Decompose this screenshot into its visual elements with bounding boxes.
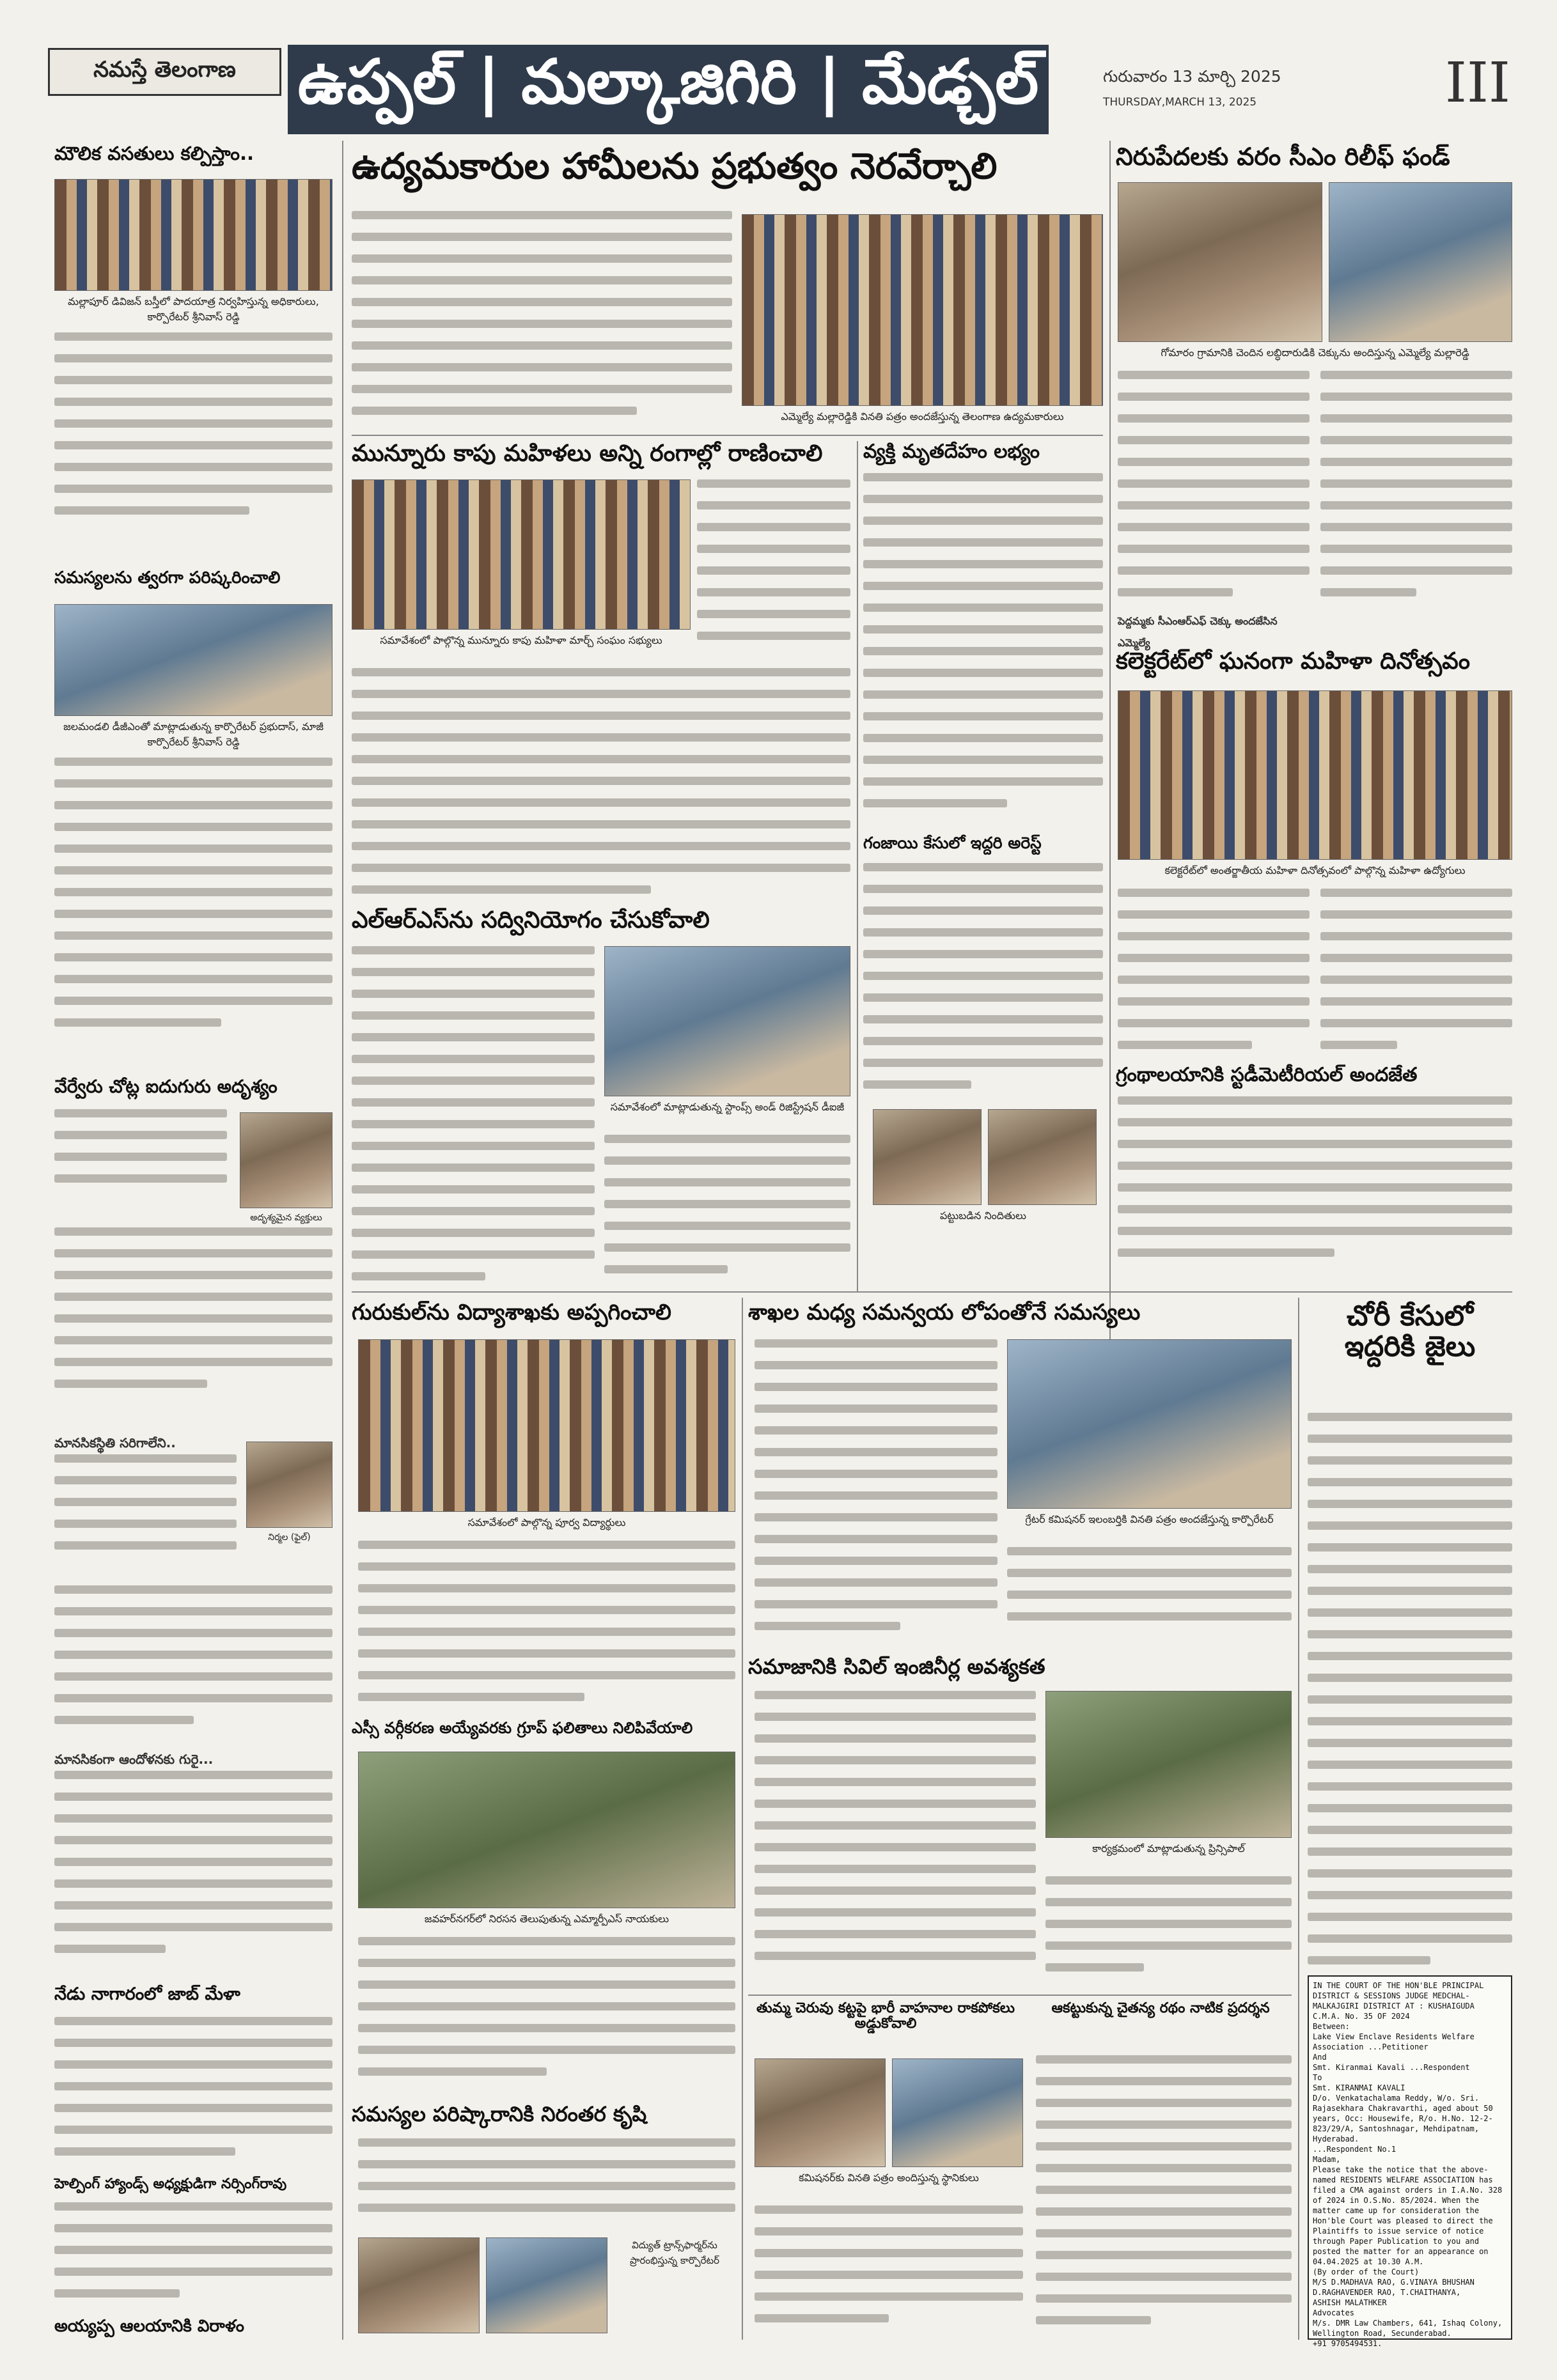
headline-ayyappa-temple: అయ్యప్ప ఆలయానికి విరాళం (54, 2317, 244, 2336)
article-tummu-body (755, 2205, 1023, 2333)
article-anxiety-body (54, 1771, 333, 1969)
headline-lrs: ఎల్‌ఆర్‌ఎస్‌ను సద్వినియోగం చేసుకోవాలి (352, 907, 710, 933)
photo-transformer-1 (358, 2237, 480, 2333)
headline-dead-body: వ్యక్తి మృతదేహం లభ్యం (863, 440, 1040, 463)
headline-missing-persons: వేర్వేరు చోట్ల ఐదుగురు అదృశ్యం (54, 1076, 278, 1097)
masthead-section-title: ఉప్పల్ | మల్కాజిగిరి | మేడ్చల్ (288, 45, 1049, 134)
photo-commissioner-memorandum (1007, 1339, 1292, 1509)
headline-theft-case: చోరీ కేసులో ఇద్దరికి జైలు (1344, 1300, 1476, 1364)
photo-munnuru-kapu (352, 479, 691, 630)
article-cm-relief-body (1118, 371, 1310, 607)
headline-department-coordination: శాఖల మధ్య సమన్వయ లోపంతోనే సమస్యలు (748, 1300, 1141, 1325)
legal-notice-text: IN THE COURT OF THE HON'BLE PRINCIPAL DISTRICT & SESSIONS JUDGE MEDCHAL-MALKAJGIRI DISTRICT AT : KUSHAIGUDA C.M.A. No. 35 OF 2024 Between: Lake View Enclave Residents Welfare Association ...Petitioner And Smt. Kiranmai Kavali ...Respondent To Smt. KIRANMAI KAVALI D/o. Venkatachalama Reddy, W/o. Sri. Rajasekhara Chakravarthi, aged about 50 years, Occ: Housewife, R/o. H.No. 12-2-823/29/A, Santoshnagar, Mehdipatnam, Hyderabad. ...Respondent No.1 Madam, Please take the notice that the above-named RESIDENTS WELFARE ASSOCIATION has filed a CMA against orders in I.A.No. 328 of 2024 in O.S.No. 85/2024. When the matter came up for consideration the Hon'ble Court was pleased to direct the Plaintiffs to issue service of notice through Paper Publication to you and posted the matter for an appearance on 04.04.2025 at 10.30 A.M. (By order of the Court) M/S D.MADHAVA RAO, G.VINAYA BHUSHAN D.RAGHAVENDER RAO, T.CHAITHANYA, ASHISH MALATHKER Advocates M/s. DMR Law Chambers, 641, Ishaq Colony, Wellington Road, Secunderabad. +91 9705494531. (1313, 1981, 1503, 2348)
date-english: THURSDAY,MARCH 13, 2025 (1103, 96, 1257, 109)
caption-jalamandali-meeting: జలమండలి డీజీఎంతో మాట్లాడుతున్న కార్పొరేటర్ ప్రభుదాస్, మాజీ కార్పొరేటర్ శ్రీనివాస్ రెడ్డి (63, 720, 324, 748)
article-civil-body-2 (1045, 1876, 1292, 1985)
caption-padayatra: మల్లాపూర్ డివిజన్ బస్తీలో పాదయాత్ర నిర్వహిస్తున్న అధికారులు, కార్పొరేటర్ శ్రీనివాస్ రెడ్డి (68, 295, 319, 323)
photo-womens-day (1118, 690, 1512, 860)
photo-gurukul-alumni (358, 1339, 735, 1512)
article-womens-day-body-2 (1320, 889, 1512, 1061)
column-divider (342, 141, 343, 2340)
headline-civil-engineers: సమాజానికి సివిల్ ఇంజినీర్ల అవశ్యకత (748, 1654, 1045, 1679)
article-cm-relief-body-2 (1320, 371, 1512, 607)
photo-ganja-accused-1 (873, 1109, 982, 1205)
section-divider (352, 1291, 1512, 1293)
section-divider (748, 1995, 1292, 1996)
headline-womens-day: కలెక్టరేట్‌లో ఘనంగా మహిళా దినోత్సవం (1116, 648, 1470, 674)
caption-civil-event: కార్యక్రమంలో మాట్లాడుతున్న ప్రిన్సిపాల్ (1092, 1842, 1245, 1855)
legal-notice-box (1308, 1975, 1512, 2348)
article-mental-body (54, 1454, 237, 1582)
article-helping-hands-body (54, 2202, 333, 2317)
article-gurukul-body (358, 1541, 735, 1713)
headline-ganja-arrest: గంజాయి కేసులో ఇద్దరి అరెస్ట్ (863, 834, 1042, 852)
photo-sc-protest (358, 1752, 735, 1908)
article-resolve-body (54, 758, 333, 1058)
article-dead-body (863, 473, 1103, 825)
article-sc-body (358, 1937, 735, 2097)
caption-commissioner-memorandum: గ్రేటర్ కమిషనర్ ఇలంబర్తికి వినతి పత్రం అందజేస్తున్న కార్పొరేటర్ (1025, 1513, 1274, 1525)
headline-continuous-effort: సమస్యల పరిష్కారానికి నిరంతర కృషి (352, 2102, 647, 2126)
photo-cm-relief-2 (1329, 182, 1512, 342)
masthead-date (1103, 64, 1372, 121)
left-column-box (48, 137, 339, 2343)
article-lrs-body (352, 946, 595, 1285)
caption-ganja-accused: పట్టుబడిన నిందితులు (940, 1209, 1026, 1222)
caption-tummu: కమిషనర్‌కు వినతి పత్రం అందిస్తున్న స్థానికులు (799, 2172, 979, 2184)
photo-transformer-2 (486, 2237, 607, 2333)
photo-ganja-accused-2 (988, 1109, 1097, 1205)
photo-missing-persons (240, 1112, 333, 1208)
caption-nirmala: నిర్మల (ఫైల్) (268, 1532, 311, 1543)
headline-helping-hands: హెల్పింగ్ హ్యాండ్స్ అధ్యక్షుడిగా నర్సింగ్‌రావు (54, 2176, 287, 2192)
photo-tummu-2 (892, 2058, 1023, 2167)
article-munnuru-kapu-body-2 (352, 668, 850, 898)
article-lrs-body-2 (604, 1135, 850, 1288)
article-womens-day-body (1118, 889, 1310, 1061)
headline-library-material: గ్రంథాలయానికి స్టడీమెటీరియల్ అందజేత (1116, 1064, 1418, 1086)
photo-padayatra (54, 179, 333, 291)
headline-munnuru-kapu: మున్నూరు కాపు మహిళలు అన్ని రంగాల్లో రాణించాలి (352, 440, 823, 467)
caption-missing-persons: అదృశ్యమైన వ్యక్తులు (250, 1213, 322, 1223)
masthead-newspaper-name: నమస్తే తెలంగాణ (48, 48, 281, 96)
headline-basic-amenities: మౌలిక వసతులు కల్పిస్తాం.. (54, 143, 254, 164)
article-continuous-effort-body (358, 2138, 735, 2234)
main-headline: ఉద్యమకారుల హామీలను ప్రభుత్వం నెరవేర్చాలి (352, 146, 998, 187)
headline-cm-relief-fund: నిరుపేదలకు వరం సీఎం రిలీఫ్ ఫండ్ (1116, 143, 1450, 171)
caption-cm-relief: గోమారం గ్రామానికి చెందిన లబ్ధిదారుడికి చెక్కును అందిస్తున్న ఎమ్మెల్యే మల్లారెడ్డి (1161, 346, 1469, 359)
article-theft-body (1308, 1413, 1512, 1975)
headline-resolve-issues: సమస్యలను త్వరగా పరిష్కరించాలి (54, 568, 281, 587)
article-amenities-body (54, 332, 333, 550)
headline-chaitanya-ratham: ఆకట్టుకున్న చైతన్య రథం నాటిక ప్రదర్శన (1051, 2000, 1270, 2016)
article-missing-body-2 (54, 1227, 333, 1419)
page-number: III (1445, 51, 1510, 115)
article-coordination-body (755, 1339, 998, 1646)
caption-sc-protest: జవహర్‌నగర్‌లో నిరసన తెలుపుతున్న ఎమ్మార్పీఎస్ నాయకులు (424, 1913, 669, 1925)
photo-lrs-meeting (604, 946, 850, 1096)
photo-cm-relief-1 (1118, 182, 1322, 342)
article-mental-body-2 (54, 1585, 333, 1739)
photo-main-memorandum (742, 214, 1103, 406)
photo-tummu-1 (755, 2058, 886, 2167)
caption-main-memorandum: ఎమ్మెల్యే మల్లారెడ్డికి వినతి పత్రం అందజేస్తున్న తెలంగాణ ఉద్యమకారులు (781, 410, 1064, 423)
photo-nirmala (246, 1442, 333, 1528)
headline-sc-classification: ఎస్సీ వర్గీకరణ అయ్యేవరకు గ్రూప్ ఫలితాలు నిలిపివేయాలి (352, 1719, 693, 1737)
section-divider (352, 435, 1103, 436)
subhead-cheque-distribution: పెద్దమ్మకు సీఎంఆర్‌ఎఫ్ చెక్కు అందజేసిన ఎమ్మెల్యే (1118, 615, 1278, 649)
subhead-anxiety: మానసికంగా ఆందోళనకు గురై... (54, 1752, 214, 1767)
subhead-mental-state: మానసికస్థితి సరిగాలేని.. (54, 1435, 176, 1451)
article-munnuru-kapu-body (697, 479, 850, 658)
main-article-body (352, 211, 732, 428)
headline-tummu-cheruvu: తుమ్మ చెరువు కట్టపై భారీ వాహనాల రాకపోకలు అడ్డుకోవాలి (756, 2000, 1015, 2032)
article-missing-body (54, 1109, 227, 1211)
article-ganja-body (863, 863, 1103, 1100)
column-divider (1109, 141, 1111, 1368)
column-divider (742, 1298, 743, 2340)
headline-gurukul: గురుకుల్‌ను విద్యాశాఖకు అప్పగించాలి (352, 1300, 671, 1325)
photo-jalamandali-meeting (54, 604, 333, 716)
photo-civil-event (1045, 1691, 1292, 1838)
column-divider (1298, 1298, 1299, 2340)
date-telugu: గురువారం 13 మార్చి 2025 (1103, 67, 1281, 86)
headline-job-mela: నేడు నాగారంలో జాబ్ మేళా (54, 1984, 240, 2004)
caption-lrs-meeting: సమావేశంలో మాట్లాడుతున్న స్టాంప్స్ అండ్ రిజిస్ట్రేషన్ డీఐజీ (610, 1101, 845, 1113)
article-coordination-body-2 (1007, 1547, 1292, 1649)
article-civil-body (755, 1691, 1036, 1985)
article-chaitanya-body (1036, 2055, 1292, 2337)
caption-gurukul-alumni: సమావేశంలో పాల్గొన్న పూర్వ విద్యార్థులు (467, 1516, 626, 1528)
column-divider (857, 441, 858, 1291)
article-job-mela-body (54, 2017, 333, 2170)
caption-womens-day: కలెక్టరేట్‌లో అంతర్జాతీయ మహిళా దినోత్సవంలో పాల్గొన్న మహిళా ఉద్యోగులు (1164, 864, 1466, 876)
article-library-body (1118, 1096, 1512, 1275)
caption-transformer: విద్యుత్ ట్రాన్స్‌ఫార్మర్‌ను ప్రారంభిస్తున్న కార్పొరేటర్ (629, 2239, 720, 2266)
caption-munnuru-kapu: సమావేశంలో పాల్గొన్న మున్నూరు కాపు మహిళా మార్చ్ సంఘం సభ్యులు (380, 634, 662, 646)
